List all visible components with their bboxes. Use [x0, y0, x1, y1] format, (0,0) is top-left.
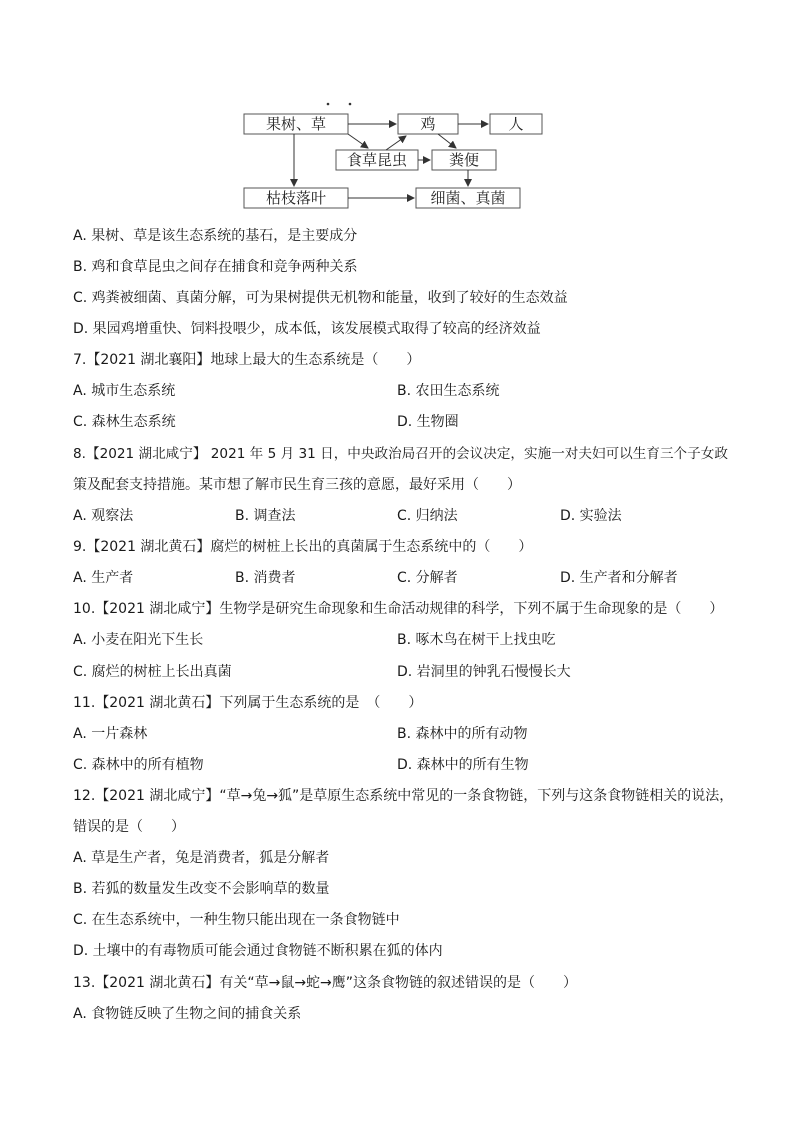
ecosystem-diagram	[236, 100, 548, 212]
q12-option-a: A. 草是生产者，兔是消费者，狐是分解者	[73, 850, 330, 866]
q8-stem-line2: 策及配套支持措施。某市想了解市民生育三孩的意愿，最好采用（ ）	[73, 477, 521, 493]
q6-option-a: A. 果树、草是该生态系统的基石，是主要成分	[73, 228, 358, 244]
q6-option-b: B. 鸡和食草昆虫之间存在捕食和竞争两种关系	[73, 259, 358, 275]
node-chicken: 鸡	[420, 115, 436, 133]
q7-option-d: D. 生物圈	[397, 414, 459, 430]
q12-stem-line1: 12.【2021 湖北咸宁】“草→兔→狐”是草原生态系统中常见的一条食物链，下列与这条食物链相关的说法，	[73, 788, 734, 804]
q12-option-c: C. 在生态系统中，一种生物只能出现在一条食物链中	[73, 912, 400, 928]
q9-option-b: B. 消费者	[235, 570, 296, 586]
q13-stem: 13.【2021 湖北黄石】有关“草→鼠→蛇→鹰”这条食物链的叙述错误的是（ ）	[73, 975, 578, 991]
q8-option-a: A. 观察法	[73, 508, 134, 524]
q9-stem: 9.【2021 湖北黄石】腐烂的树桩上长出的真菌属于生态系统中的（ ）	[73, 539, 533, 555]
q6-option-d: D. 果园鸡增重快、饲料投喂少，成本低，该发展模式取得了较高的经济效益	[73, 321, 541, 337]
q12-option-b: B. 若狐的数量发生改变不会影响草的数量	[73, 881, 330, 897]
q7-option-a: A. 城市生态系统	[73, 383, 176, 399]
q12-stem-line2: 错误的是（ ）	[73, 819, 185, 835]
q10-option-d: D. 岩洞里的钟乳石慢慢长大	[397, 664, 571, 680]
node-human: 人	[508, 115, 524, 133]
q9-option-d: D. 生产者和分解者	[560, 570, 678, 586]
q8-stem-line1: 8.【2021 湖北咸宁】 2021 年 5 月 31 日，中央政治局召开的会议决定，实施一对夫妇可以生育三个子女政	[73, 446, 728, 462]
arrow-chicken-to-manure	[438, 134, 456, 148]
q10-option-b: B. 啄木鸟在树干上找虫吃	[397, 632, 556, 648]
q13-option-a: A. 食物链反映了生物之间的捕食关系	[73, 1006, 302, 1022]
arrow-insect-to-chicken	[386, 136, 406, 150]
q11-stem: 11.【2021 湖北黄石】下列属于生态系统的是 （ ）	[73, 695, 423, 711]
q7-stem: 7.【2021 湖北襄阳】地球上最大的生态系统是（ ）	[73, 352, 421, 368]
q9-option-c: C. 分解者	[397, 570, 458, 586]
q8-option-b: B. 调查法	[235, 508, 296, 524]
q6-option-c: C. 鸡粪被细菌、真菌分解，可为果树提供无机物和能量，收到了较好的生态效益	[73, 290, 568, 306]
q12-option-d: D. 土壤中的有毒物质可能会通过食物链不断积累在狐的体内	[73, 943, 443, 959]
node-litter: 枯枝落叶	[265, 189, 327, 207]
q8-option-d: D. 实验法	[560, 508, 622, 524]
node-manure: 粪便	[448, 151, 480, 169]
q10-stem: 10.【2021 湖北咸宁】生物学是研究生命现象和生命活动规律的科学，下列不属于生命现象的是（ ）	[73, 601, 724, 617]
q11-option-d: D. 森林中的所有生物	[397, 757, 529, 773]
q11-option-c: C. 森林中的所有植物	[73, 757, 204, 773]
q9-option-a: A. 生产者	[73, 570, 134, 586]
q7-option-c: C. 森林生态系统	[73, 414, 176, 430]
q7-option-b: B. 农田生态系统	[397, 383, 500, 399]
node-fruit-grass: 果树、草	[265, 115, 327, 133]
arrow-fruit-to-insect	[348, 134, 368, 148]
q8-option-c: C. 归纳法	[397, 508, 458, 524]
q11-option-a: A. 一片森林	[73, 726, 148, 742]
q10-option-c: C. 腐烂的树桩上长出真菌	[73, 664, 232, 680]
ecosystem-diagram-svg	[236, 100, 548, 212]
node-microbes: 细菌、真菌	[430, 189, 506, 207]
q11-option-b: B. 森林中的所有动物	[397, 726, 528, 742]
node-insect: 食草昆虫	[346, 151, 408, 169]
q10-option-a: A. 小麦在阳光下生长	[73, 632, 204, 648]
